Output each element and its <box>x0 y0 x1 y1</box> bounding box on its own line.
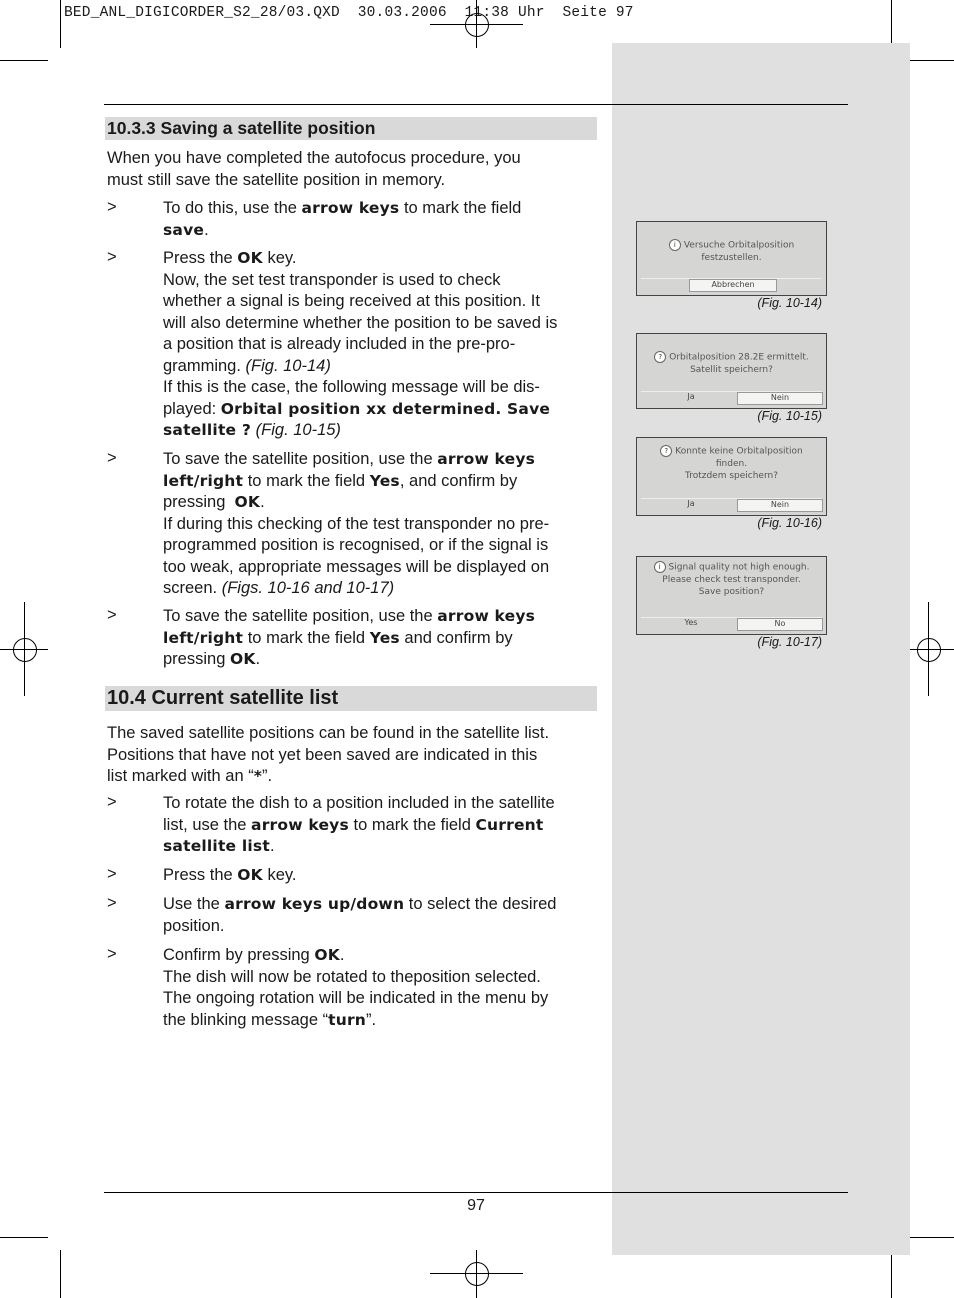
key-term: arrow keys <box>437 607 536 625</box>
dialog-button: Ja <box>687 392 695 401</box>
text-line: When you have completed the autofocus procedure, you <box>107 149 521 167</box>
figure-screenshot: i Signal quality not high enough. Please check test transponder. Save position? Yes No <box>636 556 827 635</box>
key-term: left/right <box>163 628 244 647</box>
text-line: must still save the satellite position in memory. <box>107 170 446 189</box>
dialog-button: No <box>737 618 823 631</box>
crop-mark <box>0 60 48 61</box>
figure-screenshot: ? Orbitalposition 28.2E ermittelt. Satellit speichern? Ja Nein <box>636 333 827 409</box>
bullet-marker: > <box>107 945 117 963</box>
key-term: satellite list <box>163 837 270 855</box>
step-text: Use the arrow keys up/down to select the desired position. <box>163 895 557 935</box>
bullet-marker: > <box>107 449 117 467</box>
figure-screenshot: ? Konnte keine Orbitalposition finden. Trotzdem speichern? Ja Nein <box>636 437 827 516</box>
crop-mark <box>0 1237 48 1238</box>
step-text: To do this, use the arrow keys to mark the field save. <box>163 199 522 239</box>
intro-paragraph: The saved satellite positions can be found in the satellite list. Positions that have not yet been saved are indicated in this list marked with an “*”. <box>107 724 550 785</box>
crop-mark <box>60 1250 61 1298</box>
key-term: Yes <box>369 471 400 490</box>
key-term: Yes <box>369 628 400 647</box>
figure-caption: (Fig. 10-16) <box>757 516 822 530</box>
print-slug: BED_ANL_DIGICORDER_S2_28/03.QXD 30.03.2006 11:38 Uhr Seite 97 <box>64 5 634 21</box>
figure-reference: (Fig. 10-14) <box>245 356 331 375</box>
key-term: OK <box>229 650 256 668</box>
key-term: arrow keys <box>251 815 349 834</box>
section-heading: 10.3.3 Saving a satellite position <box>105 117 597 140</box>
bullet-marker: > <box>107 865 117 883</box>
dialog-button: Ja <box>687 499 695 508</box>
step-text: To save the satellite position, use the arrow keys left/right to mark the field Yes and confirm by pressing OK. <box>163 607 536 668</box>
crop-mark <box>905 1237 954 1238</box>
info-icon: i <box>654 561 666 573</box>
crop-mark <box>60 0 61 48</box>
question-icon: ? <box>660 445 672 457</box>
key-term: Current <box>475 815 544 834</box>
registration-mark-icon <box>917 638 941 662</box>
intro-paragraph <box>107 148 521 191</box>
key-term: OK <box>237 249 263 267</box>
registration-mark-icon <box>465 1262 489 1286</box>
key-term: Orbital position xx determined. Save <box>220 399 551 418</box>
bottom-rule <box>104 1192 848 1193</box>
key-term: left/right <box>163 471 244 490</box>
registration-mark-icon <box>13 638 37 662</box>
key-term: save <box>163 220 205 239</box>
step-text: To rotate the dish to a position included in the satellite list, use the arrow keys to mark the field Current satellite list. <box>163 794 555 855</box>
figure-reference: (Fig. 10-15) <box>251 421 341 439</box>
key-term: turn <box>328 1010 367 1029</box>
figure-reference: (Figs. 10-16 and 10-17) <box>221 579 395 597</box>
key-term: satellite ? <box>163 421 252 439</box>
bullet-marker: > <box>107 248 117 266</box>
bullet-marker: > <box>107 606 117 624</box>
key-term: arrow keys <box>301 199 400 217</box>
bullet-marker: > <box>107 894 117 912</box>
key-term: arrow keys up/down <box>224 895 405 913</box>
figure-caption: (Fig. 10-14) <box>757 296 822 310</box>
crop-mark <box>905 60 954 61</box>
bullet-marker: > <box>107 793 117 811</box>
step-text: To save the satellite position, use the arrow keys left/right to mark the field Yes, and confirm by pressing OK. If during this checking of the test transponder no pre- programmed position is recognised, or if the signal is too weak, appropriate messages will be displayed on screen. (Figs. 10-16 and 10-17) <box>163 450 550 597</box>
step-text: Confirm by pressing OK. The dish will now be rotated to theposition selected. The ongoing rotation will be indicated in the menu by the blinking message “turn”. <box>163 946 549 1029</box>
dialog-button: Abbrechen <box>689 279 777 292</box>
info-icon: i <box>669 239 681 251</box>
step-text: Press the OK key. <box>163 866 297 884</box>
top-rule <box>104 104 848 105</box>
page-number: 97 <box>467 1197 485 1214</box>
key-term: OK <box>234 493 261 511</box>
figure-screenshot: i Versuche Orbitalposition festzustellen. Abbrechen <box>636 221 827 296</box>
figure-caption: (Fig. 10-15) <box>757 409 822 423</box>
dialog-button: Nein <box>737 392 823 405</box>
dialog-button: Yes <box>684 618 698 627</box>
key-term: OK <box>314 946 340 964</box>
key-term: OK <box>237 866 263 884</box>
crop-mark <box>891 1250 892 1298</box>
question-icon: ? <box>654 351 666 363</box>
figure-caption: (Fig. 10-17) <box>757 635 822 649</box>
crop-mark <box>891 0 892 48</box>
key-term: arrow keys <box>437 450 536 468</box>
step-text: Press the OK key. Now, the set test transponder is used to check whether a signal is being received at this position. It will also determine whether the position to be saved is a position that is already included in the pre-pro- gramming. (Fig. 10-14) If this is the case, the following message will be dis- played: Orbital position xx determined. Save satellite ? (Fig. 10-15) <box>163 249 558 439</box>
section-heading: 10.4 Current satellite list <box>105 686 597 711</box>
bullet-marker: > <box>107 198 117 216</box>
dialog-button: Nein <box>737 499 823 512</box>
